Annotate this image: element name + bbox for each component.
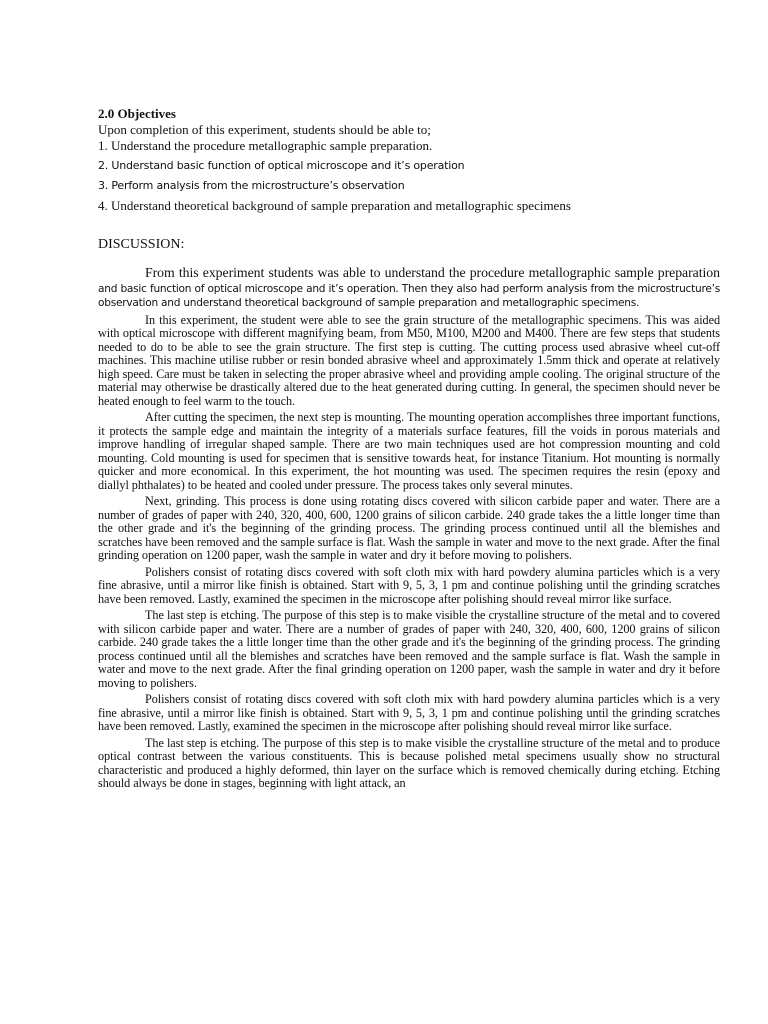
objectives-section <box>98 106 720 214</box>
objective-item-2: 2. Understand basic function of optical microscope and it’s operation <box>98 159 465 172</box>
objective-item-1: 1. Understand the procedure metallographic sample preparation. <box>98 138 433 153</box>
objectives-list <box>98 138 720 214</box>
discussion-paragraph-7: Polishers consist of rotating discs covered with soft cloth mix with hard powdery alumina particles which is a very fine abrasive, until a mirror like finish is obtained. Start with 9, 5, 3, 1 pm and continue polishing until the grinding scratches have been removed. Lastly, examined the specimen in the microscope after polishing should reveal mirror like surface. <box>98 692 720 733</box>
document-page <box>98 106 720 794</box>
objectives-heading: 2.0 Objectives <box>98 106 176 121</box>
discussion-paragraph-8: The last step is etching. The purpose of this step is to make visible the crystalline structure of the metal and to produce optical contrast between the various constituents. This is because polished metal specimens usually show no structural characteristic and produced a highly deformed, thin layer on the surface which is removed chemically during etching. Etching should always be done in stages, beginning with light attack, an <box>98 735 720 790</box>
objective-item-3: 3. Perform analysis from the microstructure’s observation <box>98 179 405 192</box>
discussion-paragraph-5: Polishers consist of rotating discs covered with soft cloth mix with hard powdery alumina particles which is a very fine abrasive, until a mirror like finish is obtained. Start with 9, 5, 3, 1 pm and continue polishing until the grinding scratches have been removed. Lastly, examined the specimen in the microscope after polishing should reveal mirror like surface. <box>98 564 720 606</box>
discussion-paragraph-3: After cutting the specimen, the next step is mounting. The mounting operation accomplishes three important functions, it protects the sample edge and maintain the integrity of a materials surface features, fill the voids in porous materials and improve handling of irregular shaped sample. There are two main techniques used are hot compression mounting and cold mounting. Cold mounting is used for specimen that is sensitive towards heat, for instance Titanium. Hot mounting is normally quicker and more economical. In this experiment, the hot mounting was used. The specimen requires the resin (epoxy and diallyl phthalates) to be heated and cooled under pressure. The process takes only several minutes. <box>98 410 720 492</box>
discussion-paragraph-1-start: From this experiment students was able to understand the procedure metallographic sample preparation <box>145 265 720 280</box>
discussion-paragraph-1 <box>98 266 720 311</box>
discussion-title: DISCUSSION: <box>98 237 185 252</box>
discussion-paragraph-6: The last step is etching. The purpose of this step is to make visible the crystalline structure of the metal and to covered with silicon carbide paper and water. There are a number of grades of paper with 240, 320, 400, 600, 1200 grains of silicon carbide. 240 grade takes the a little longer time than the other grade and it's the beginning of the grinding process. The grinding process continued until all the blemishes and scratches have been removed and the sample surface is flat. Wash the sample in water and move to the next grade. After the final grinding operation on 1200 paper, wash the sample in water and dry it before moving to polishers. <box>98 608 720 690</box>
discussion-section <box>98 236 720 791</box>
discussion-paragraph-1-rest: and basic function of optical microscope and it’s operation. Then they also had perform analysis from the microstructure’s observation and understand theoretical background of sample preparation and metallographic specimens. <box>98 282 720 309</box>
objectives-intro: Upon completion of this experiment, students should be able to; <box>98 122 431 137</box>
objective-item-4: 4. Understand theoretical background of sample preparation and metallographic specimens <box>98 198 571 213</box>
discussion-paragraph-2: In this experiment, the student were able to see the grain structure of the metallographic specimens. This was aided with optical microscope with different magnifying beam, from M50, M100, M200 and M400. There are few steps that students needed to do to be able to see the grain structure. The first step is cutting. The cutting process used abrasive wheel cut-off machines. This machine utilise rubber or resin bonded abrasive wheel and approximately 1.5mm thick and operate at relatively high speed. Care must be taken in selecting the proper abrasive wheel and providing ample cooling. The original structure of the material may otherwise be drastically altered due to the heat generated during cutting. In general, the specimen should never be heated enough to feel warm to the touch. <box>98 312 720 408</box>
discussion-paragraph-4: Next, grinding. This process is done using rotating discs covered with silicon carbide paper and water. There are a number of grades of paper with 240, 320, 400, 600, 1200 grains of silicon carbide. 240 grade takes the a little longer time than the other grade and it's the beginning of the grinding process. The grinding process continued until all the blemishes and scratches have been removed and the sample surface is flat. Wash the sample in water and move to the next grade. After the final grinding operation on 1200 paper, wash the sample in water and dry it before moving to polishers. <box>98 494 720 562</box>
